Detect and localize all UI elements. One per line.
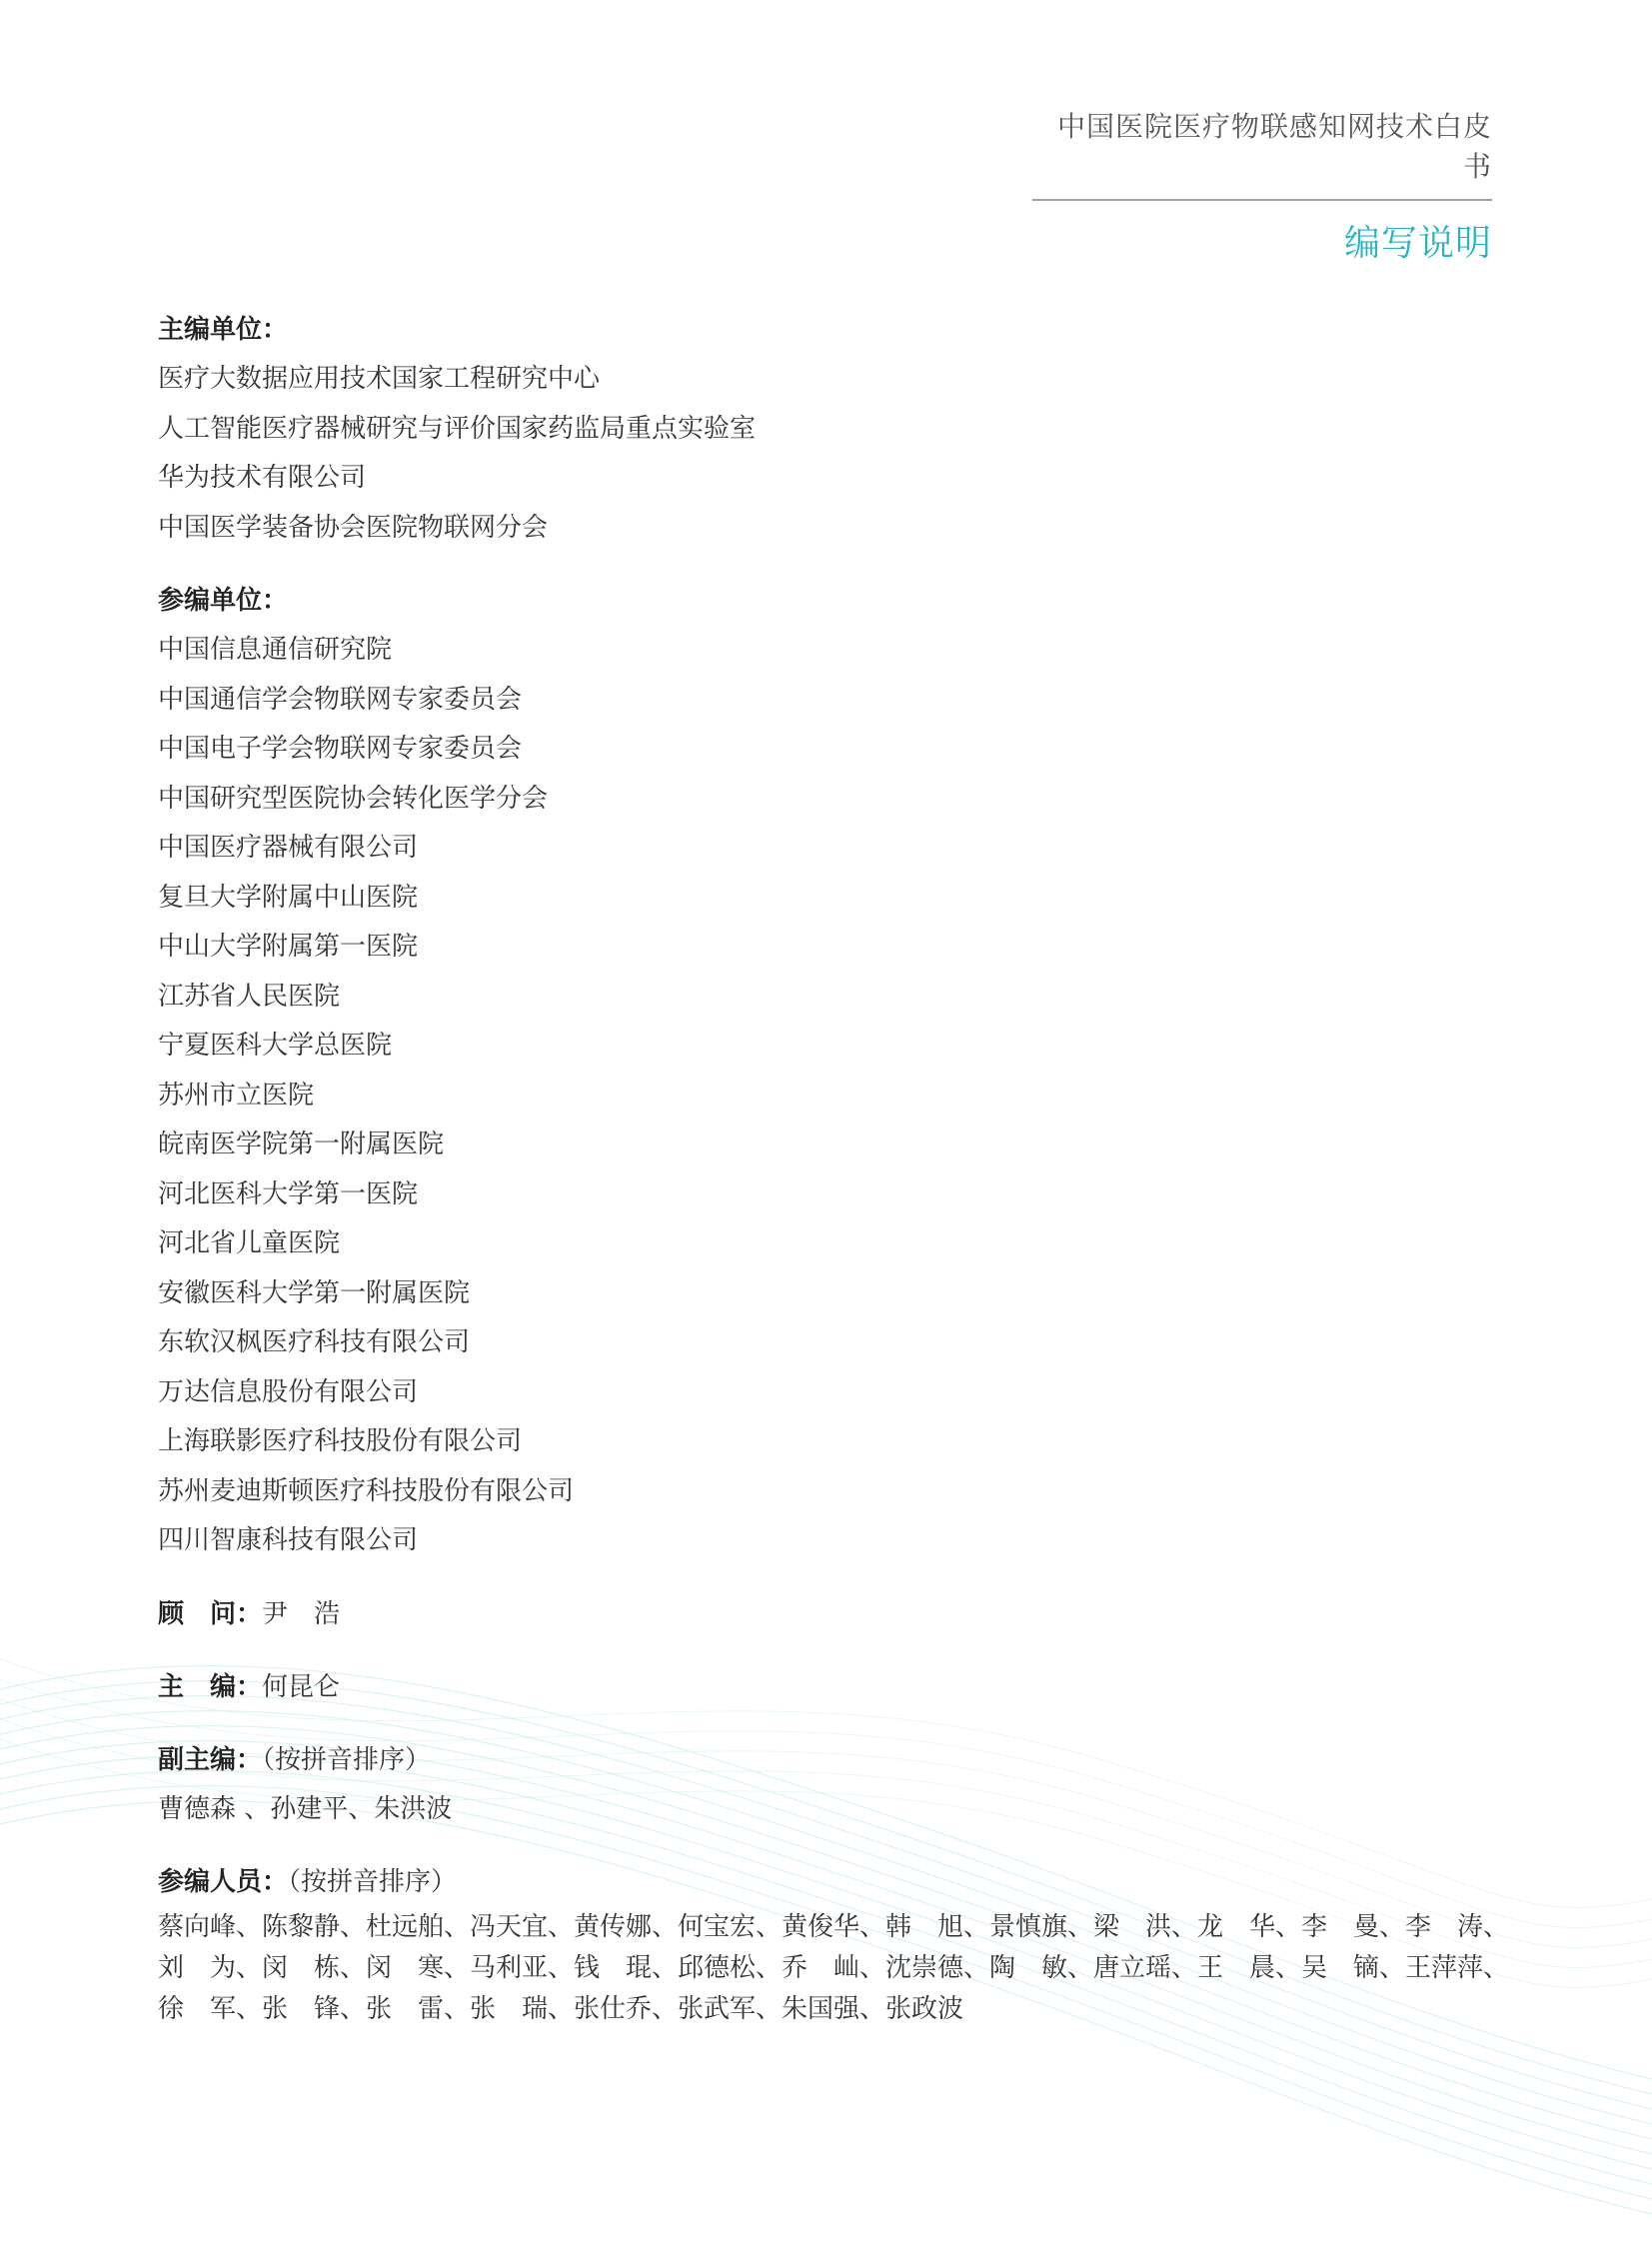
- section-title: 编写说明: [1343, 223, 1492, 264]
- contributors-names-line: 徐 军、张 锋、张 雷、张 瑞、张仕乔、张武军、朱国强、张政波: [158, 1994, 964, 2024]
- contributors-sort-note: （按拼音排序）: [288, 1867, 458, 1897]
- participating-unit-item: 江苏省人民医院: [158, 981, 341, 1012]
- participating-unit-item: 河北医科大学第一医院: [158, 1178, 419, 1209]
- contributors-label: 参编人员：: [158, 1867, 289, 1897]
- lead-unit-item: 医疗大数据应用技术国家工程研究中心: [158, 364, 601, 394]
- page-header: [1032, 105, 1492, 266]
- lead-unit-item: 华为技术有限公司: [158, 463, 367, 493]
- participating-units-heading: 参编单位：: [158, 586, 289, 616]
- credits-content: [158, 305, 1510, 2030]
- lead-unit-item: 人工智能医疗器械研究与评价国家药监局重点实验室: [158, 413, 757, 444]
- participating-unit-item: 复旦大学附属中山医院: [158, 882, 419, 913]
- contributors-names-line: 蔡向峰、陈黎静、杜远舶、冯天宜、黄传娜、何宝宏、黄俊华、韩 旭、景慎旗、梁 洪、龙 华、李 曼、李 涛、: [158, 1912, 1510, 1942]
- participating-unit-item: 皖南医学院第一附属医院: [158, 1129, 445, 1159]
- lead-units-group: [158, 305, 1497, 553]
- participating-unit-item: 苏州市立医院: [158, 1080, 315, 1111]
- advisor-name: 尹 浩: [262, 1598, 341, 1629]
- deputy-editors-sort-note: （按拼音排序）: [262, 1744, 432, 1775]
- deputy-editors-group: [158, 1735, 1497, 1835]
- contributors-group: [158, 1857, 1510, 2030]
- deputy-editors-names: 曹德森 、孙建平、朱洪波: [158, 1793, 453, 1824]
- contributors-names-line: 刘 为、闵 栋、闵 寒、马利亚、钱 琨、邱德松、乔 屾、沈崇德、陶 敏、唐立瑶、王 晨、吴 镝、王萍萍、: [158, 1953, 1510, 1983]
- chief-editor-name: 何昆仑: [262, 1671, 341, 1702]
- lead-units-heading: 主编单位：: [158, 315, 289, 345]
- participating-unit-item: 上海联影医疗科技股份有限公司: [158, 1426, 523, 1456]
- deputy-editors-label: 副主编：: [158, 1744, 263, 1775]
- participating-unit-item: 中国医疗器械有限公司: [158, 833, 419, 863]
- advisor-label: 顾 问：: [158, 1598, 263, 1629]
- participating-unit-item: 中国信息通信研究院: [158, 635, 393, 665]
- participating-units-group: [158, 576, 1497, 1566]
- chief-editor-row: [158, 1662, 1497, 1712]
- participating-unit-item: 中国通信学会物联网专家委员会: [158, 684, 523, 715]
- participating-unit-item: 万达信息股份有限公司: [158, 1376, 419, 1407]
- participating-unit-item: 宁夏医科大学总医院: [158, 1031, 393, 1061]
- participating-unit-item: 中国电子学会物联网专家委员会: [158, 734, 523, 764]
- participating-unit-item: 安徽医科大学第一附属医院: [158, 1277, 471, 1308]
- document-title: 中国医院医疗物联感知网技术白皮书: [1032, 105, 1492, 201]
- advisor-row: [158, 1589, 1497, 1639]
- participating-unit-item: 中山大学附属第一医院: [158, 932, 419, 962]
- participating-unit-item: 四川智康科技有限公司: [158, 1525, 419, 1555]
- participating-unit-item: 东软汉枫医疗科技有限公司: [158, 1327, 471, 1357]
- participating-unit-item: 苏州麦迪斯顿医疗科技股份有限公司: [158, 1475, 575, 1506]
- participating-unit-item: 中国研究型医院协会转化医学分会: [158, 783, 549, 814]
- lead-unit-item: 中国医学装备协会医院物联网分会: [158, 512, 549, 543]
- participating-unit-item: 河北省儿童医院: [158, 1228, 341, 1258]
- chief-editor-label: 主 编：: [158, 1671, 263, 1702]
